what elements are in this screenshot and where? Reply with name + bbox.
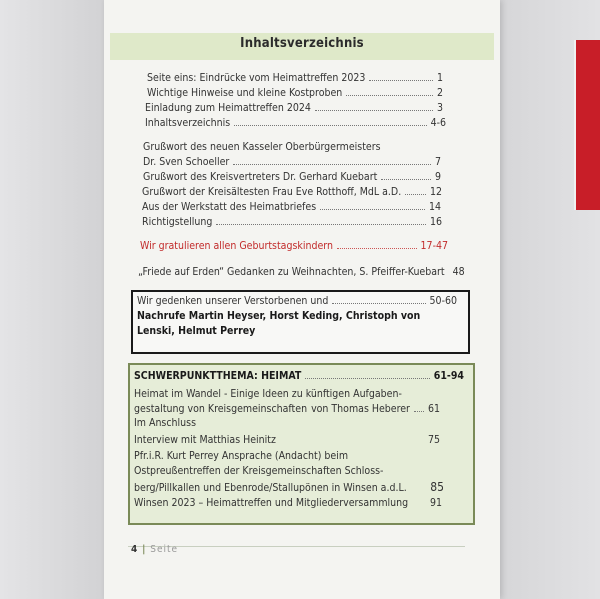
footer-label: Seite bbox=[150, 544, 179, 555]
focus-item: berg/Pillkallen und Ebenrode/Stallupönen in Winsen a.d.L. 85 bbox=[134, 480, 444, 494]
focus-item-line: Pfr.i.R. Kurt Perrey Ansprache (Andacht) beim bbox=[134, 450, 349, 462]
focus-item: gestaltung von Kreisgemeinschaften von Thomas Heberer 61 bbox=[134, 403, 440, 415]
footer-separator: | bbox=[142, 544, 146, 555]
toc-entry: Grußwort der Kreisältesten Frau Eve Rotthoff, MdL a.D. 12 bbox=[142, 186, 442, 198]
toc-entry: Inhaltsverzeichnis 4-6 bbox=[145, 117, 446, 129]
focus-heading: SCHWERPUNKTTHEMA: HEIMAT 61-94 bbox=[134, 370, 464, 382]
toc-entry-line: Grußwort des neuen Kasseler Oberbürgermeisters bbox=[143, 141, 381, 153]
toc-entry: Wichtige Hinweise und kleine Kostproben 2 bbox=[147, 87, 443, 99]
page-number: 4 bbox=[131, 544, 138, 555]
focus-item: Interview mit Matthias Heinitz 75 bbox=[134, 434, 440, 446]
focus-item-line: Im Anschluss bbox=[134, 417, 196, 429]
memorial-names-line: Nachrufe Martin Heyser, Horst Keding, Christoph von bbox=[137, 310, 421, 322]
toc-entry: Grußwort des Kreisvertreters Dr. Gerhard Kuebart 9 bbox=[143, 171, 441, 183]
page-title: Inhaltsverzeichnis bbox=[240, 36, 364, 51]
focus-item: Winsen 2023 – Heimattreffen und Mitgliederversammlung 91 bbox=[134, 497, 442, 509]
adjacent-page-red-edge bbox=[574, 40, 600, 210]
toc-entry: Einladung zum Heimattreffen 2024 3 bbox=[145, 102, 443, 114]
memorial-entry: Wir gedenken unserer Verstorbenen und 50-60 bbox=[137, 295, 457, 307]
toc-entry: Richtigstellung 16 bbox=[142, 216, 442, 228]
memorial-names-line: Lenski, Helmut Perrey bbox=[137, 325, 256, 337]
focus-item-line: Ostpreußentreffen der Kreisgemeinschaften Schloss- bbox=[134, 465, 384, 477]
toc-entry: Dr. Sven Schoeller 7 bbox=[143, 156, 441, 168]
toc-entry: Seite eins: Eindrücke vom Heimattreffen 2023 1 bbox=[147, 72, 443, 84]
background-left bbox=[0, 0, 104, 599]
toc-entry-birthdays: Wir gratulieren allen Geburtstagskindern 17-47 bbox=[140, 240, 448, 252]
focus-item-line: Heimat im Wandel - Einige Ideen zu künftigen Aufgaben- bbox=[134, 388, 402, 400]
footer-rule bbox=[128, 546, 465, 547]
toc-entry: „Friede auf Erden“ Gedanken zu Weihnachten, S. Pfeiffer-Kuebart 48 bbox=[138, 266, 465, 278]
toc-entry: Aus der Werkstatt des Heimatbriefes 14 bbox=[142, 201, 441, 213]
page-footer bbox=[131, 544, 178, 555]
